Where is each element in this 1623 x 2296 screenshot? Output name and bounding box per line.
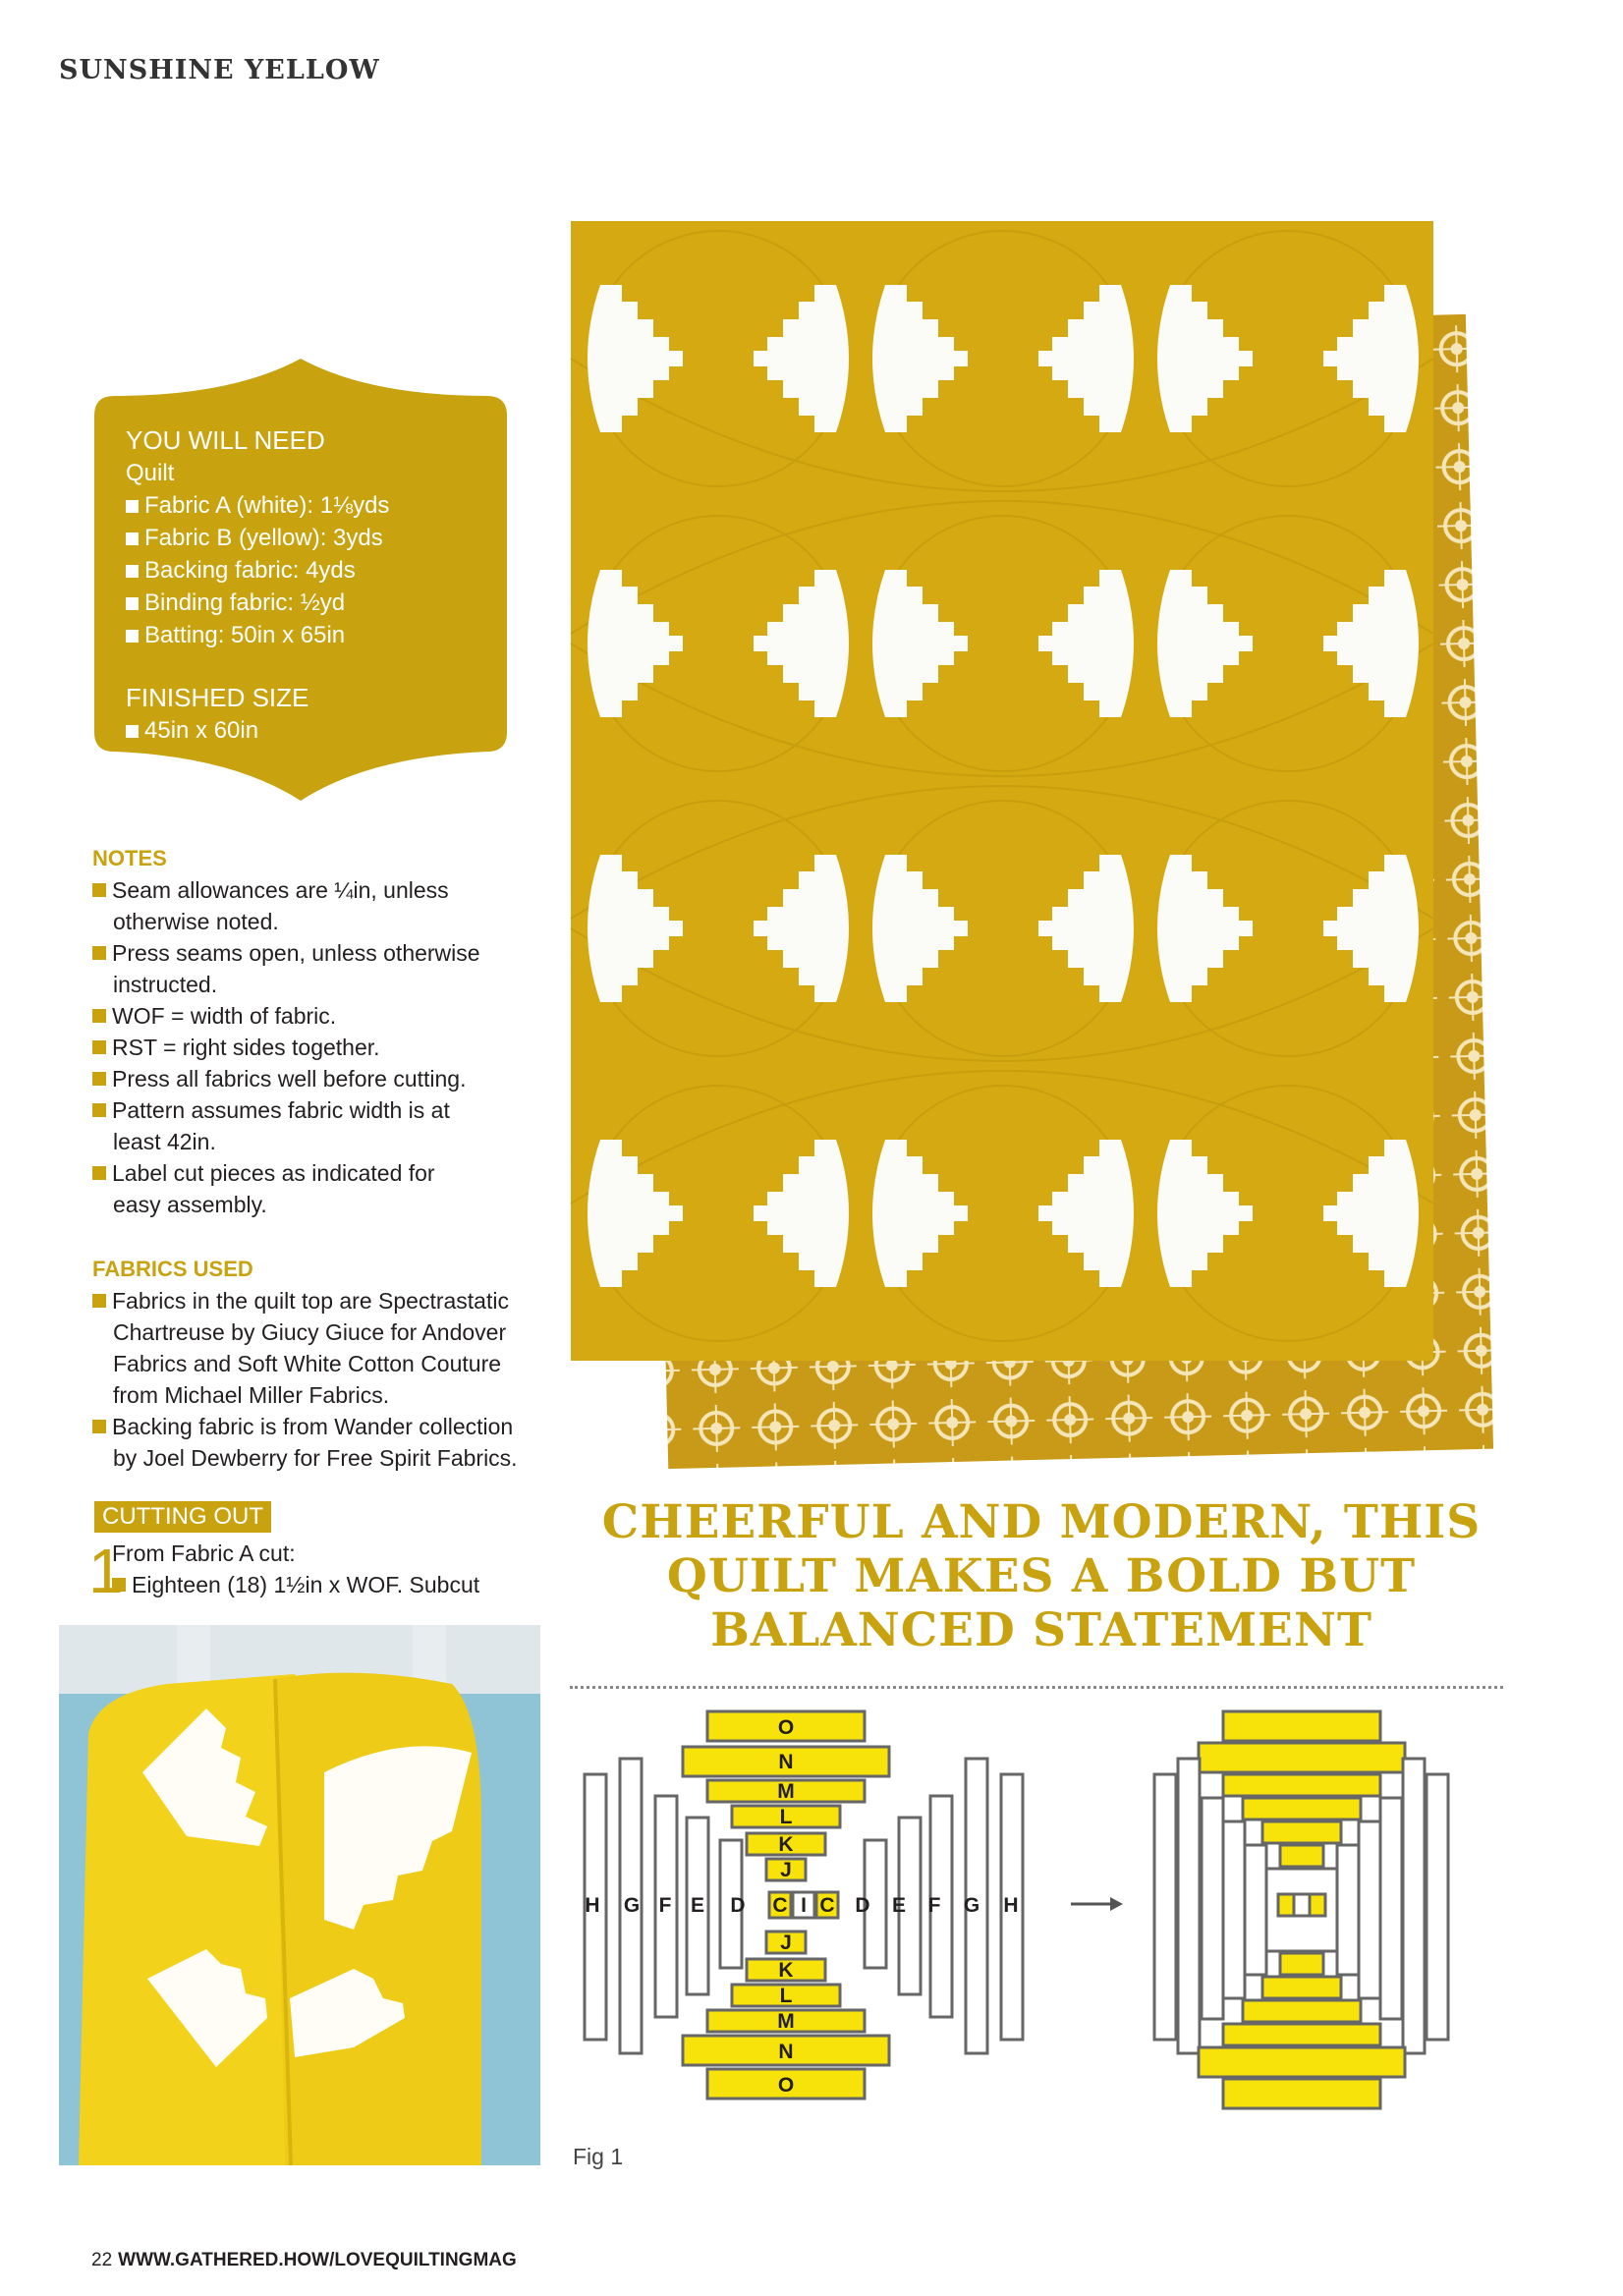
list-item: Pattern assumes fabric width is at least 42in. [92, 1094, 544, 1157]
label-bottom: M [777, 2010, 795, 2033]
label-row: I [801, 1894, 807, 1917]
list-item: Backing fabric is from Wander collection by Joel Dewberry for Free Spirit Fabrics. [92, 1411, 544, 1474]
bullet-icon [92, 1040, 106, 1054]
footer-url[interactable]: WWW.GATHERED.HOW/LOVEQUILTINGMAG [118, 2250, 517, 2270]
step-number: 1 [88, 1536, 124, 1606]
fig1-diagram [575, 1708, 1459, 2140]
label-top: M [777, 1780, 795, 1803]
list-item: Batting: 50in x 65in [126, 619, 489, 651]
list-item: WOF = width of fabric. [92, 1000, 544, 1032]
list-item: Fabrics in the quilt top are Spectrastatic Chartreuse by Giucy Giuce for Andover Fabrics and Soft White Cotton Couture from Michael Miller Fabrics. [92, 1285, 544, 1411]
fabrics-used-title: FABRICS USED [92, 1257, 253, 1281]
bullet-icon [126, 630, 139, 643]
quilt-subtitle: Quilt [126, 460, 175, 486]
you-will-need-box [126, 424, 489, 747]
label-row: E [690, 1894, 705, 1917]
footer [91, 2250, 517, 2271]
arrow-right-icon [1071, 1897, 1123, 1911]
label-row: H [1003, 1894, 1019, 1917]
label-row: F [927, 1894, 941, 1917]
list-item: RST = right sides together. [92, 1032, 544, 1063]
label-top: J [780, 1859, 792, 1881]
bullet-icon [92, 883, 106, 897]
bullet-icon [92, 1420, 106, 1433]
label-row: H [585, 1894, 600, 1917]
list-item: Fabric A (white): 1⅛yds [126, 489, 489, 522]
label-bottom: K [778, 1959, 794, 1982]
bullet-icon [92, 1166, 106, 1180]
label-row: F [658, 1894, 672, 1917]
label-top: K [778, 1833, 794, 1856]
notes-section [92, 843, 544, 1220]
bullet-icon [92, 1294, 106, 1308]
label-row: E [891, 1894, 907, 1917]
folded-quilt-photo [59, 1625, 540, 2165]
label-bottom: L [779, 1985, 793, 2007]
label-bottom: J [780, 1932, 792, 1954]
page-number: 22 [91, 2250, 113, 2270]
cutting-step-1: 1 From Fabric A cut: Eighteen (18) 1½in x WOF. Subcut [88, 1536, 480, 1606]
bullet-icon [126, 500, 139, 513]
bullet-icon [126, 597, 139, 610]
label-row: G [623, 1894, 641, 1917]
list-item: 45in x 60in [126, 714, 489, 747]
label-top: N [778, 1751, 794, 1773]
label-row: D [855, 1894, 870, 1917]
finished-size-title: FINISHED SIZE [126, 683, 309, 712]
figure-caption: Fig 1 [573, 2144, 624, 2169]
notes-title: NOTES [92, 846, 167, 870]
label-row: C [772, 1894, 788, 1917]
label-row: C [819, 1894, 835, 1917]
list-item: Label cut pieces as indicated for easy assembly. [92, 1157, 544, 1220]
list-item: Press all fabrics well before cutting. [92, 1063, 544, 1094]
cutting-out-title: CUTTING OUT [94, 1501, 271, 1533]
bullet-icon [92, 1072, 106, 1086]
list-item: Seam allowances are ¼in, unless otherwise noted. [92, 874, 544, 937]
list-item: Binding fabric: ½yd [126, 587, 489, 619]
label-row: D [730, 1894, 746, 1917]
pull-quote: CHEERFUL AND MODERN, THIS QUILT MAKES A BOLD BUT BALANCED STATEMENT [601, 1495, 1482, 1657]
list-item: Fabric B (yellow): 3yds [126, 522, 489, 554]
label-row: G [963, 1894, 980, 1917]
section-title: SUNSHINE YELLOW [59, 55, 380, 85]
assembled-block [1154, 1711, 1448, 2108]
bullet-icon [126, 532, 139, 545]
list-item: Press seams open, unless otherwise instructed. [92, 937, 544, 1000]
you-will-need-title: YOU WILL NEED [126, 425, 325, 455]
list-item: Eighteen (18) 1½in x WOF. Subcut [88, 1569, 479, 1600]
label-top: L [779, 1806, 793, 1828]
bullet-icon [92, 946, 106, 960]
label-top: O [777, 1716, 795, 1739]
label-bottom: N [778, 2041, 794, 2063]
quilt-photo [556, 211, 1503, 1469]
bullet-icon [92, 1009, 106, 1023]
label-bottom: O [777, 2074, 795, 2097]
bullet-icon [126, 565, 139, 578]
bullet-icon [92, 1103, 106, 1117]
list-item: Backing fabric: 4yds [126, 554, 489, 587]
bullet-icon [126, 725, 139, 738]
fabrics-used-section [92, 1254, 544, 1474]
divider [570, 1686, 1503, 1689]
